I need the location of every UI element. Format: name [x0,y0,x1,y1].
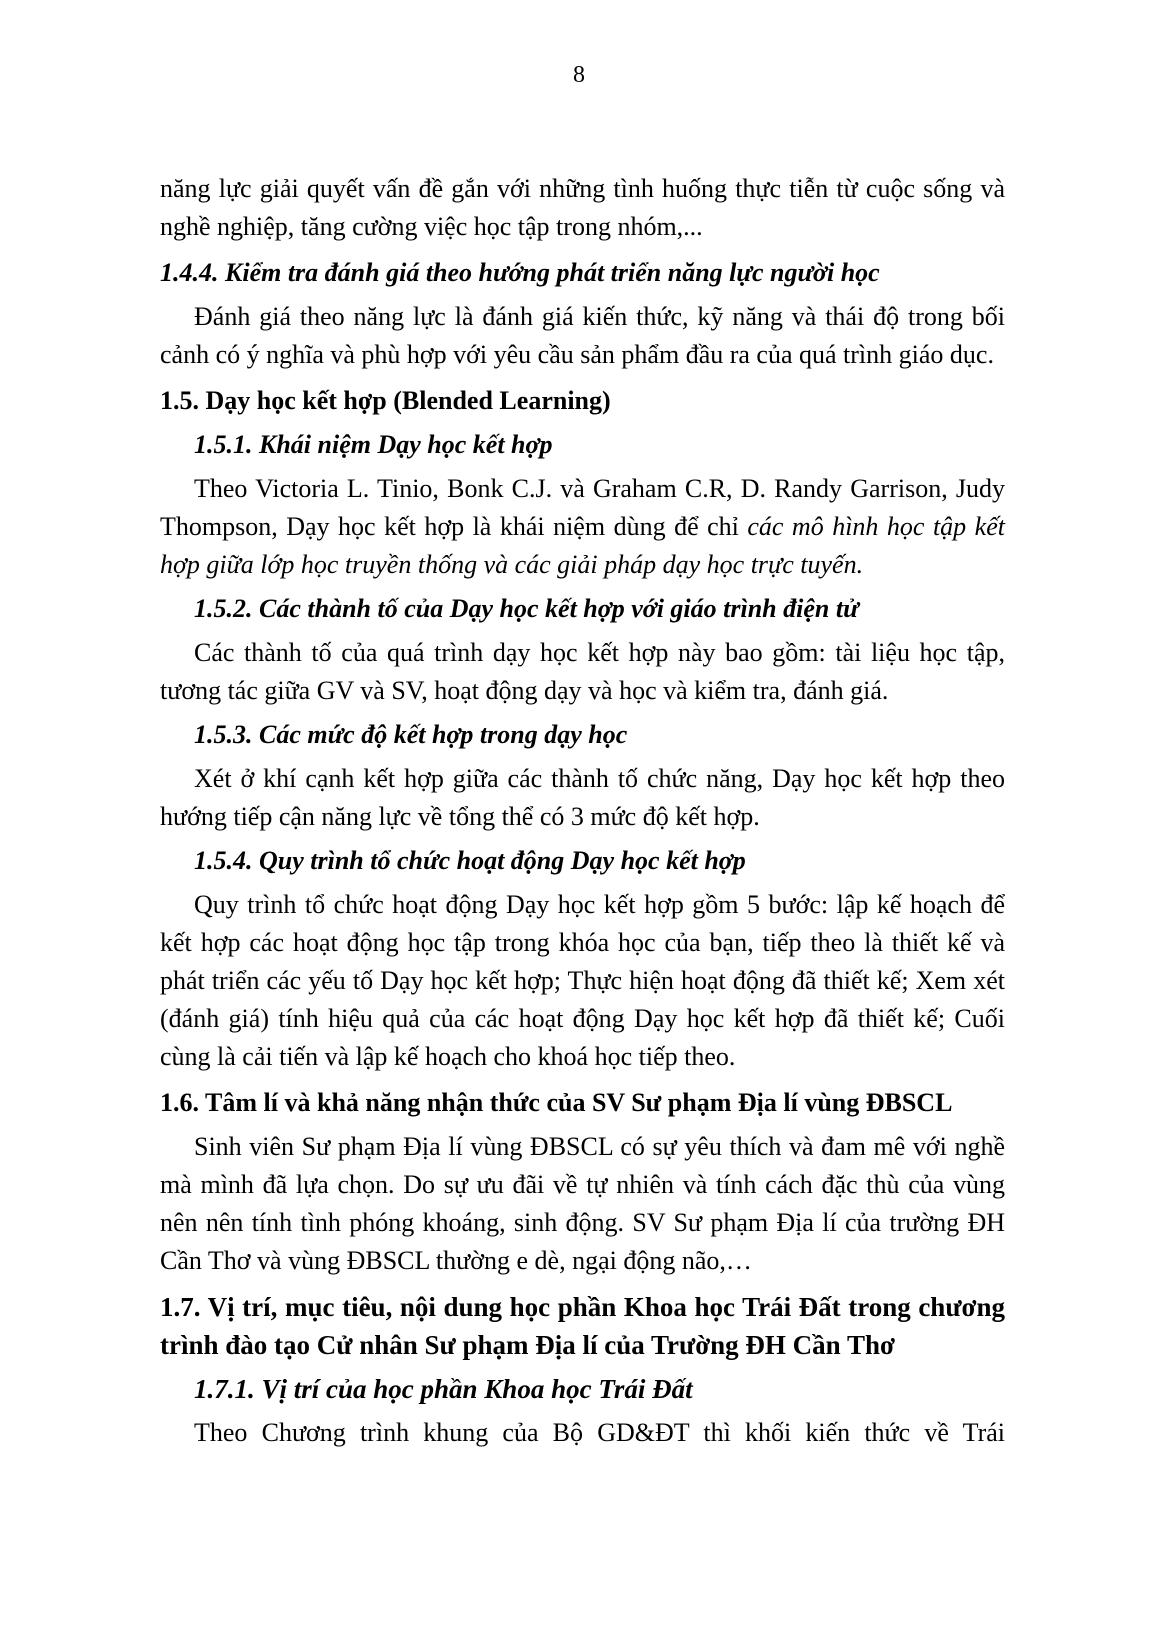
paragraph-components: Các thành tố của quá trình dạy học kết hợp này bao gồm: tài liệu học tập, tương tác giữa GV và SV, hoạt động dạy và học và kiểm tra, đánh giá. [160,638,1005,705]
paragraph-blended-definition [160,470,1005,584]
paragraph-psychology: Sinh viên Sư phạm Địa lí vùng ĐBSCL có sự yêu thích và đam mê với nghề mà mình đã lựa chọn. Do sự ưu đãi về tự nhiên và tính cách đặc thù của vùng nên nên tính tình phóng khoáng, sinh động. SV Sư phạm Địa lí của trường ĐH Cần Thơ và vùng ĐBSCL thường e dè, ngại động não,… [160,1132,1005,1275]
heading-1-7: 1.7. Vị trí, mục tiêu, nội dung học phần Khoa học Trái Đất trong chương trình đào tạo Cử nhân Sư phạm Địa lí của Trường ĐH Cần Thơ [160,1292,1005,1360]
heading-1-5-4: 1.5.4. Quy trình tổ chức hoạt động Dạy học kết hợp [194,846,746,875]
paragraph-levels: Xét ở khí cạnh kết hợp giữa các thành tố chức năng, Dạy học kết hợp theo hướng tiếp cận năng lực về tổng thể có 3 mức độ kết hợp. [160,764,1005,831]
paragraph-assessment: Đánh giá theo năng lực là đánh giá kiến thức, kỹ năng và thái độ trong bối cảnh có ý nghĩa và phù hợp với yêu cầu sản phẩm đầu ra của quá trình giáo dục. [160,302,1005,369]
heading-1-5-1: 1.5.1. Khái niệm Dạy học kết hợp [194,430,553,459]
heading-1-7-1: 1.7.1. Vị trí của học phần Khoa học Trái Đất [194,1374,693,1404]
paragraph-continuation: năng lực giải quyết vấn đề gắn với những tình huống thực tiễn từ cuộc sống và nghề nghiệp, tăng cường việc học tập trong nhóm,... [160,174,1005,241]
heading-1-5: 1.5. Dạy học kết hợp (Blended Learning) [160,386,611,415]
page-number: 8 [573,62,585,88]
heading-1-5-2: 1.5.2. Các thành tố của Dạy học kết hợp với giáo trình điện tử [194,594,859,623]
definition-italic-text: các mô hình học tập kết hợp giữa lớp học truyền thống và các giải pháp dạy học trực tuyến. [160,512,1005,579]
heading-1-5-3: 1.5.3. Các mức độ kết hợp trong dạy học [194,720,628,749]
paragraph-process: Quy trình tổ chức hoạt động Dạy học kết hợp gồm 5 bước: lập kế hoạch để kết hợp các hoạt động học tập trong khóa học của bạn, tiếp theo là thiết kế và phát triển các yếu tố Dạy học kết hợp; Thực hiện hoạt động đã thiết kế; Xem xét (đánh giá) tính hiệu quả của các hoạt động Dạy học kết hợp đã thiết kế; Cuối cùng là cải tiến và lập kế hoạch cho khoá học tiếp theo. [160,890,1005,1071]
heading-1-6: 1.6. Tâm lí và khả năng nhận thức của SV Sư phạm Địa lí vùng ĐBSCL [160,1088,953,1117]
heading-1-4-4: 1.4.4. Kiểm tra đánh giá theo hướng phát triển năng lực người học [160,258,880,287]
definition-lead-text: Theo Victoria L. Tinio, Bonk C.J. và Graham C.R, D. Randy Garrison, Judy Thompson, Dạy học kết hợp là khái niệm dùng để chỉ [160,474,1005,541]
document-body [160,170,1005,1452]
paragraph-curriculum: Theo Chương trình khung của Bộ GD&ĐT thì khối kiến thức về Trái [194,1418,1005,1447]
